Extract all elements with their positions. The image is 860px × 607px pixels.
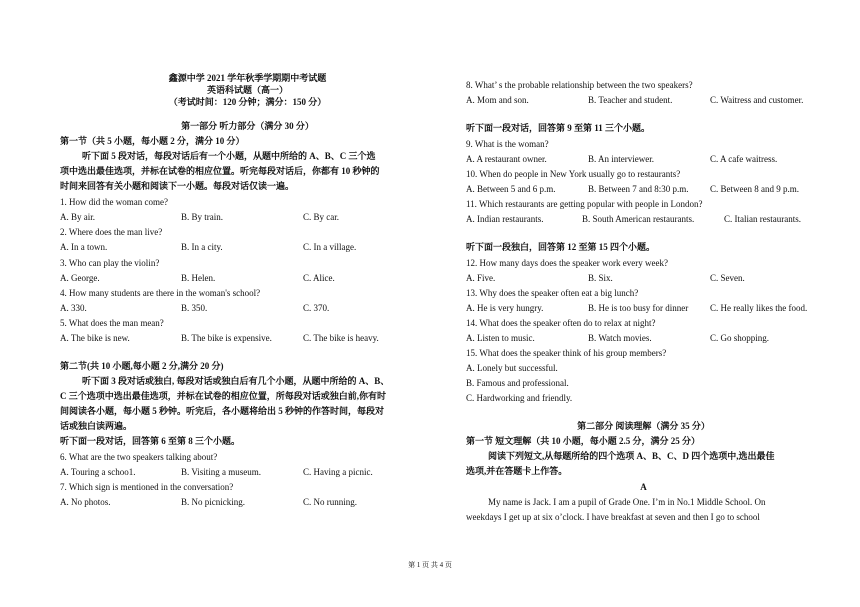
option-b: B. In a city.: [181, 242, 223, 252]
question-11: 11. Which restaurants are getting popular with people in London?: [466, 199, 703, 209]
option-c: C. 370.: [303, 303, 330, 313]
part1-title: 第一部分 听力部分（满分 30 分）: [181, 121, 314, 131]
option-a: A. A restaurant owner.: [466, 154, 547, 164]
option-c: C. A cafe waitress.: [710, 154, 778, 164]
option-b: B. South American restaurants.: [582, 214, 695, 224]
question-1: 1. How did the woman come?: [60, 197, 168, 207]
question-9: 9. What is the woman?: [466, 139, 549, 149]
option-a: A. He is very hungry.: [466, 303, 544, 313]
exam-subject: 英语科试题（高一）: [206, 85, 288, 95]
exam-title: 鑫源中学 2021 学年秋季学期期中考试题: [168, 73, 327, 83]
question-5: 5. What does the man mean?: [60, 318, 164, 328]
option-c: C. He really likes the food.: [710, 303, 808, 313]
section2-instruction-line: 间阅读各小题，每小题 5 秒钟。听完后，各小题将给出 5 秒钟的作答时间，每段对: [60, 406, 385, 416]
option-a: A. Indian restaurants.: [466, 214, 544, 224]
question-13: 13. Why does the speaker often eat a big lunch?: [466, 288, 639, 298]
question-12: 12. How many days does the speaker work every week?: [466, 258, 668, 268]
subsection-heading: 听下面一段对话，回答第 6 至第 8 三个小题。: [60, 436, 241, 446]
option-b: B. An interviewer.: [588, 154, 654, 164]
option-b: B. Teacher and student.: [588, 95, 673, 105]
option-c: C. Seven.: [710, 273, 745, 283]
option-a: A. In a town.: [60, 242, 108, 252]
part2-title: 第二部分 阅读理解（满分 35 分）: [577, 421, 710, 431]
option-b: B. Six.: [588, 273, 613, 283]
question-15: 15. What does the speaker think of his group members?: [466, 348, 667, 358]
passage-label: A: [640, 482, 647, 492]
option-a: A. Lonely but successful.: [466, 363, 558, 373]
page-footer: 第 1 页 共 4 页: [408, 561, 452, 569]
question-10: 10. When do people in New York usually go to restaurants?: [466, 169, 681, 179]
option-a: A. Mom and son.: [466, 95, 529, 105]
question-4: 4. How many students are there in the woman's school?: [60, 288, 261, 298]
option-c: C. No running.: [303, 497, 357, 507]
reading-section1-title: 第一节 短文理解（共 10 小题，每小题 2.5 分，满分 25 分）: [466, 436, 701, 446]
option-c: C. By car.: [303, 212, 339, 222]
option-b: B. Visiting a museum.: [181, 467, 262, 477]
question-14: 14. What does the speaker often do to relax at night?: [466, 318, 656, 328]
section2-instruction-line: 听下面 3 段对话或独白, 每段对话或独白后有几个小题，从题中所给的 A、B、: [82, 376, 390, 386]
question-7: 7. Which sign is mentioned in the conversation?: [60, 482, 234, 492]
option-a: A. By air.: [60, 212, 95, 222]
option-a: A. 330.: [60, 303, 87, 313]
option-b: B. Watch movies.: [588, 333, 652, 343]
option-b: B. No picnicking.: [181, 497, 245, 507]
option-b: B. Famous and professional.: [466, 378, 569, 388]
exam-time-score: （考试时间：120 分钟；满分：150 分）: [168, 97, 327, 107]
option-b: B. By train.: [181, 212, 223, 222]
subsection-heading: 听下面一段对话，回答第 9 至第 11 三个小题。: [466, 123, 651, 133]
option-c: C. Go shopping.: [710, 333, 770, 343]
option-c: C. Hardworking and friendly.: [466, 393, 573, 403]
question-2: 2. Where does the man live?: [60, 227, 163, 237]
option-b: B. The bike is expensive.: [181, 333, 272, 343]
subsection-heading: 听下面一段独白，回答第 12 至第 15 四个小题。: [466, 242, 656, 252]
option-c: C. The bike is heavy.: [303, 333, 379, 343]
option-b: B. Helen.: [181, 273, 216, 283]
question-6: 6. What are the two speakers talking about?: [60, 452, 218, 462]
option-a: A. Between 5 and 6 p.m.: [466, 184, 556, 194]
question-3: 3. Who can play the violin?: [60, 258, 160, 268]
reading-instruction-line: 阅读下列短文,从每题所给的四个选项 A、B、C、D 四个选项中,选出最佳: [488, 451, 775, 461]
passage-line: weekdays I get up at six o’clock. I have breakfast at seven and then I go to school: [466, 512, 760, 522]
option-b: B. 350.: [181, 303, 208, 313]
section2-title: 第二节(共 10 小题,每小题 2 分,满分 20 分): [60, 361, 224, 371]
section2-instruction-line: C 三个选项中选出最佳选项，并标在试卷的相应位置，所每段对话或独白前,你有时: [60, 391, 387, 401]
option-b: B. He is too busy for dinner: [588, 303, 689, 313]
section1-instruction-line: 项中选出最佳选项，并标在试卷的相应位置。听完每段对话后，你都有 10 秒钟的: [60, 166, 380, 176]
option-c: C. Waitress and customer.: [710, 95, 804, 105]
option-a: A. George.: [60, 273, 100, 283]
question-8: 8. What’ s the probable relationship between the two speakers?: [466, 80, 693, 90]
section1-instruction-line: 听下面 5 段对话，每段对话后有一个小题，从题中所给的 A、B、C 三个选: [82, 151, 376, 161]
option-c: C. Between 8 and 9 p.m.: [710, 184, 799, 194]
section1-title: 第一节（共 5 小题，每小题 2 分，满分 10 分）: [60, 136, 245, 146]
reading-instruction-line: 选项,并在答题卡上作答。: [466, 466, 568, 476]
option-c: C. Having a picnic.: [303, 467, 373, 477]
section1-instruction-line: 时间来回答有关小题和阅读下一小题。每段对话仅读一遍。: [60, 181, 295, 191]
passage-line: My name is Jack. I am a pupil of Grade One. I’m in No.1 Middle School. On: [488, 497, 766, 507]
option-c: C. In a village.: [303, 242, 357, 252]
option-c: C. Alice.: [303, 273, 335, 283]
option-a: A. The bike is new.: [60, 333, 130, 343]
option-a: A. Listen to music.: [466, 333, 535, 343]
option-a: A. No photos.: [60, 497, 111, 507]
option-c: C. Italian restaurants.: [724, 214, 801, 224]
option-a: A. Touring a schoo1.: [60, 467, 136, 477]
option-a: A. Five.: [466, 273, 496, 283]
option-b: B. Between 7 and 8:30 p.m.: [588, 184, 689, 194]
section2-instruction-line: 话或独白读两遍。: [60, 421, 133, 431]
